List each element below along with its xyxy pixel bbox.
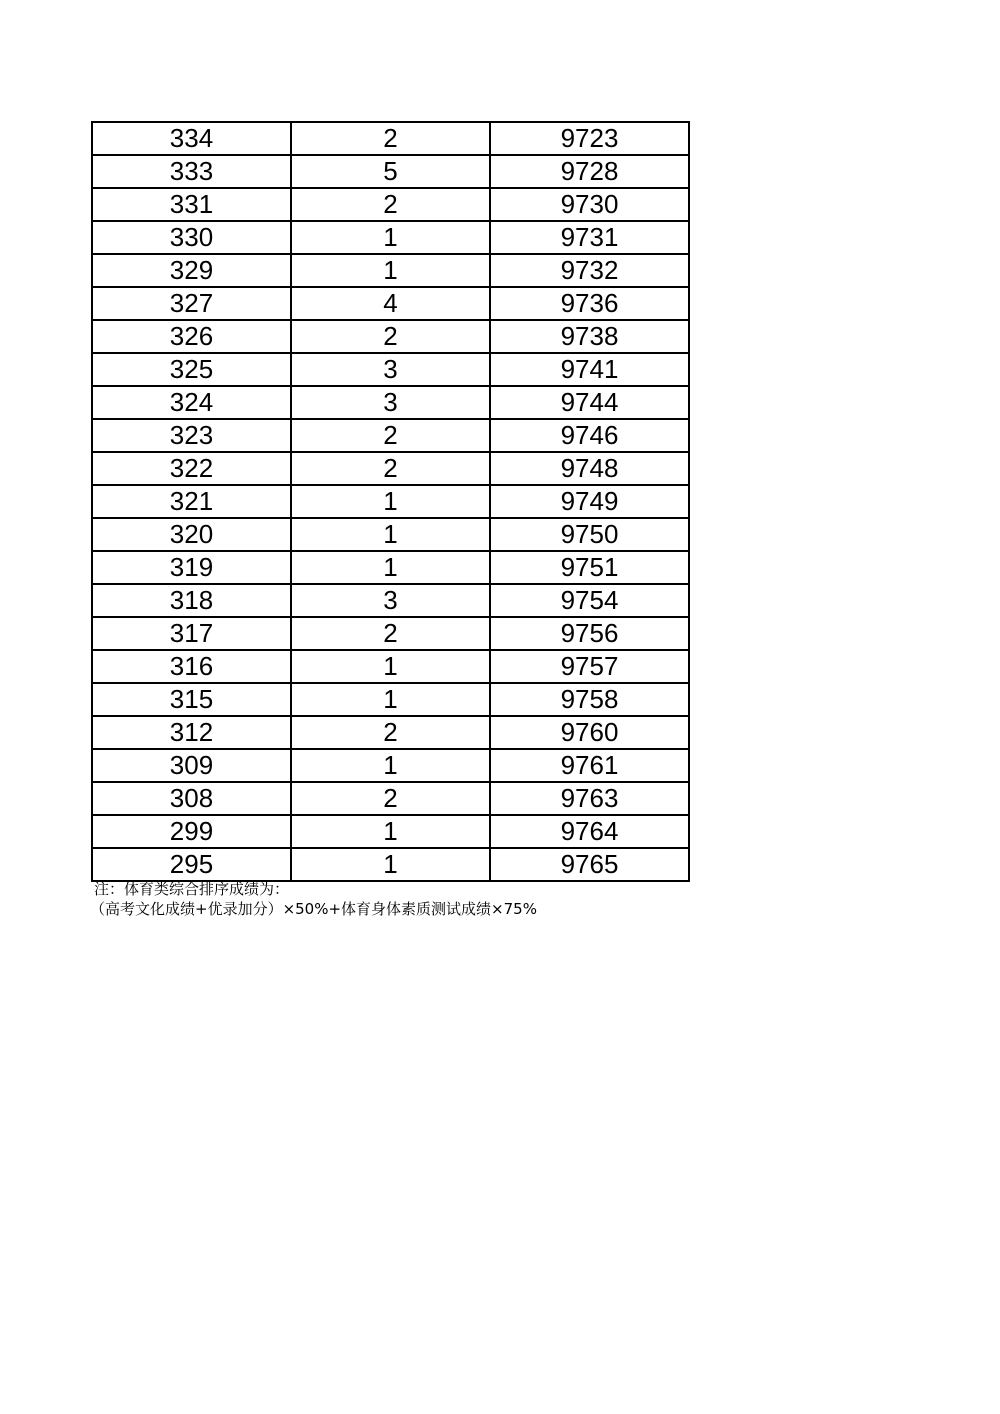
table-row	[92, 716, 689, 749]
table-row	[92, 122, 689, 155]
cumulative-cell: 9754	[490, 584, 689, 617]
table-row	[92, 188, 689, 221]
table-row	[92, 386, 689, 419]
table-row	[92, 221, 689, 254]
score-cell: 295	[92, 848, 291, 881]
score-cell: 327	[92, 287, 291, 320]
count-cell: 5	[291, 155, 490, 188]
score-cell: 326	[92, 320, 291, 353]
table-row	[92, 617, 689, 650]
score-cell: 320	[92, 518, 291, 551]
cumulative-cell: 9741	[490, 353, 689, 386]
count-cell: 1	[291, 254, 490, 287]
cumulative-cell: 9736	[490, 287, 689, 320]
score-cell: 317	[92, 617, 291, 650]
count-cell: 3	[291, 386, 490, 419]
count-cell: 1	[291, 551, 490, 584]
score-cell: 329	[92, 254, 291, 287]
cumulative-cell: 9738	[490, 320, 689, 353]
score-cell: 309	[92, 749, 291, 782]
cumulative-cell: 9750	[490, 518, 689, 551]
score-table-body	[92, 122, 689, 881]
count-cell: 1	[291, 683, 490, 716]
score-cell: 299	[92, 815, 291, 848]
score-cell: 312	[92, 716, 291, 749]
score-cell: 318	[92, 584, 291, 617]
table-row	[92, 254, 689, 287]
score-cell: 325	[92, 353, 291, 386]
table-row	[92, 485, 689, 518]
table-row	[92, 518, 689, 551]
count-cell: 4	[291, 287, 490, 320]
score-cell: 319	[92, 551, 291, 584]
count-cell: 2	[291, 716, 490, 749]
cumulative-cell: 9723	[490, 122, 689, 155]
count-cell: 2	[291, 122, 490, 155]
cumulative-cell: 9758	[490, 683, 689, 716]
table-row	[92, 683, 689, 716]
score-cell: 323	[92, 419, 291, 452]
cumulative-cell: 9756	[490, 617, 689, 650]
count-cell: 2	[291, 188, 490, 221]
score-table	[91, 121, 690, 882]
cumulative-cell: 9757	[490, 650, 689, 683]
count-cell: 1	[291, 848, 490, 881]
score-cell: 331	[92, 188, 291, 221]
table-row	[92, 650, 689, 683]
cumulative-cell: 9765	[490, 848, 689, 881]
count-cell: 1	[291, 221, 490, 254]
score-cell: 324	[92, 386, 291, 419]
count-cell: 3	[291, 584, 490, 617]
score-cell: 316	[92, 650, 291, 683]
cumulative-cell: 9749	[490, 485, 689, 518]
count-cell: 3	[291, 353, 490, 386]
count-cell: 1	[291, 485, 490, 518]
cumulative-cell: 9728	[490, 155, 689, 188]
table-row	[92, 155, 689, 188]
count-cell: 2	[291, 452, 490, 485]
table-row	[92, 815, 689, 848]
cumulative-cell: 9751	[490, 551, 689, 584]
table-row	[92, 848, 689, 881]
note-line-2: （高考文化成绩+优录加分）×50%+体育身体素质测试成绩×75%	[90, 900, 537, 918]
cumulative-cell: 9746	[490, 419, 689, 452]
cumulative-cell: 9761	[490, 749, 689, 782]
table-row	[92, 452, 689, 485]
table-row	[92, 584, 689, 617]
score-cell: 322	[92, 452, 291, 485]
cumulative-cell: 9730	[490, 188, 689, 221]
count-cell: 1	[291, 518, 490, 551]
table-row	[92, 353, 689, 386]
score-cell: 321	[92, 485, 291, 518]
cumulative-cell: 9760	[490, 716, 689, 749]
cumulative-cell: 9763	[490, 782, 689, 815]
cumulative-cell: 9731	[490, 221, 689, 254]
score-cell: 333	[92, 155, 291, 188]
count-cell: 1	[291, 815, 490, 848]
count-cell: 2	[291, 320, 490, 353]
table-row	[92, 782, 689, 815]
cumulative-cell: 9748	[490, 452, 689, 485]
count-cell: 1	[291, 749, 490, 782]
count-cell: 2	[291, 419, 490, 452]
note-line-1: 注：体育类综合排序成绩为：	[94, 880, 290, 898]
table-row	[92, 551, 689, 584]
count-cell: 1	[291, 650, 490, 683]
cumulative-cell: 9732	[490, 254, 689, 287]
score-cell: 315	[92, 683, 291, 716]
score-cell: 334	[92, 122, 291, 155]
count-cell: 2	[291, 617, 490, 650]
table-row	[92, 320, 689, 353]
cumulative-cell: 9764	[490, 815, 689, 848]
table-row	[92, 419, 689, 452]
count-cell: 2	[291, 782, 490, 815]
cumulative-cell: 9744	[490, 386, 689, 419]
score-cell: 330	[92, 221, 291, 254]
table-row	[92, 287, 689, 320]
score-cell: 308	[92, 782, 291, 815]
table-row	[92, 749, 689, 782]
